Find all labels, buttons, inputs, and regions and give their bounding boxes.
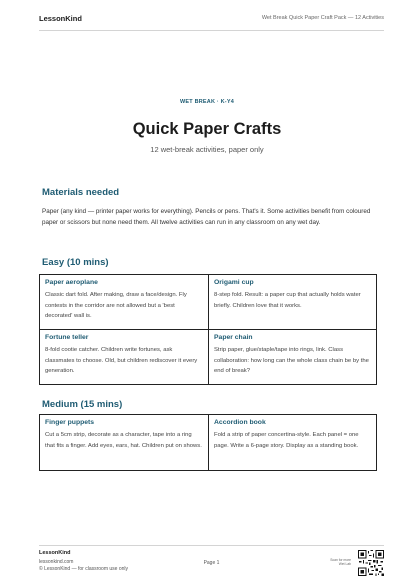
page-header [39, 14, 384, 31]
activity-description: Classic dart fold. After making, draw a face/design. Fly contests in the corridor are not allowed but a 'best decorated' wall is. [45, 292, 187, 319]
page-footer [39, 545, 384, 578]
activity-title: Finger puppets [45, 419, 95, 426]
easy-heading: Easy (10 mins) [42, 257, 109, 268]
kicker-label: WET BREAK · K-Y4 [180, 99, 234, 105]
activity-card-origami-cup [208, 275, 376, 329]
easy-activity-grid [39, 274, 377, 385]
brand-name: LessonKind [39, 14, 82, 23]
footer-copyright: © LessonKind — for classroom use only [39, 566, 129, 572]
document-title: Wet Break Quick Paper Craft Pack — 12 Activities [261, 15, 384, 21]
qr-code-icon [358, 550, 384, 576]
medium-heading: Medium (15 mins) [42, 399, 123, 410]
activity-card-fortune-teller [40, 329, 208, 384]
activity-description: Fold a strip of paper concertina-style. Each panel = one page. Write a 6-page story. Display as a standing book. [214, 432, 359, 449]
medium-activity-grid [39, 414, 377, 471]
activity-description: Strip paper, glue/staple/tape into rings, link. Class collaboration: how long can the whole class chain be by the end of break? [214, 347, 369, 374]
page-title: Quick Paper Crafts [132, 120, 282, 138]
activity-title: Origami cup [214, 279, 254, 286]
activity-description: 8-fold cootie catcher. Children write fortunes, ask classmates to choose. Old, but children rediscover it every generation. [45, 347, 198, 374]
activity-title: Paper aeroplane [45, 279, 98, 286]
activity-title: Accordion book [214, 419, 266, 426]
activity-title: Fortune teller [45, 334, 89, 341]
page-number: Page 1 [203, 560, 220, 566]
footer-website: lessonkind.com [39, 559, 74, 565]
activity-card-paper-aeroplane [40, 275, 208, 329]
footer-brand: LessonKind [39, 550, 71, 556]
page-subtitle: 12 wet-break activities, paper only [150, 145, 264, 154]
activity-card-finger-puppets [40, 415, 208, 470]
materials-text: Paper (any kind — printer paper works for everything). Pencils or pens. That's it. Some activities benefit from coloured paper or scissors but none need them. All twelve activities can run in any classroom on any wet day. [42, 208, 371, 226]
activity-title: Paper chain [214, 334, 253, 341]
activity-description: 8-step fold. Result: a paper cup that actually holds water briefly. Children love that it works. [214, 292, 361, 309]
materials-heading: Materials needed [42, 187, 120, 198]
activity-description: Cut a 5cm strip, decorate as a character, tape into a ring that fits a finger. Add eyes, ears, hat. Children put on shows. [45, 432, 202, 449]
activity-card-accordion-book [208, 415, 376, 470]
activity-card-paper-chain [208, 329, 376, 384]
scan-note: Scan for more Wet Lab [330, 558, 351, 567]
